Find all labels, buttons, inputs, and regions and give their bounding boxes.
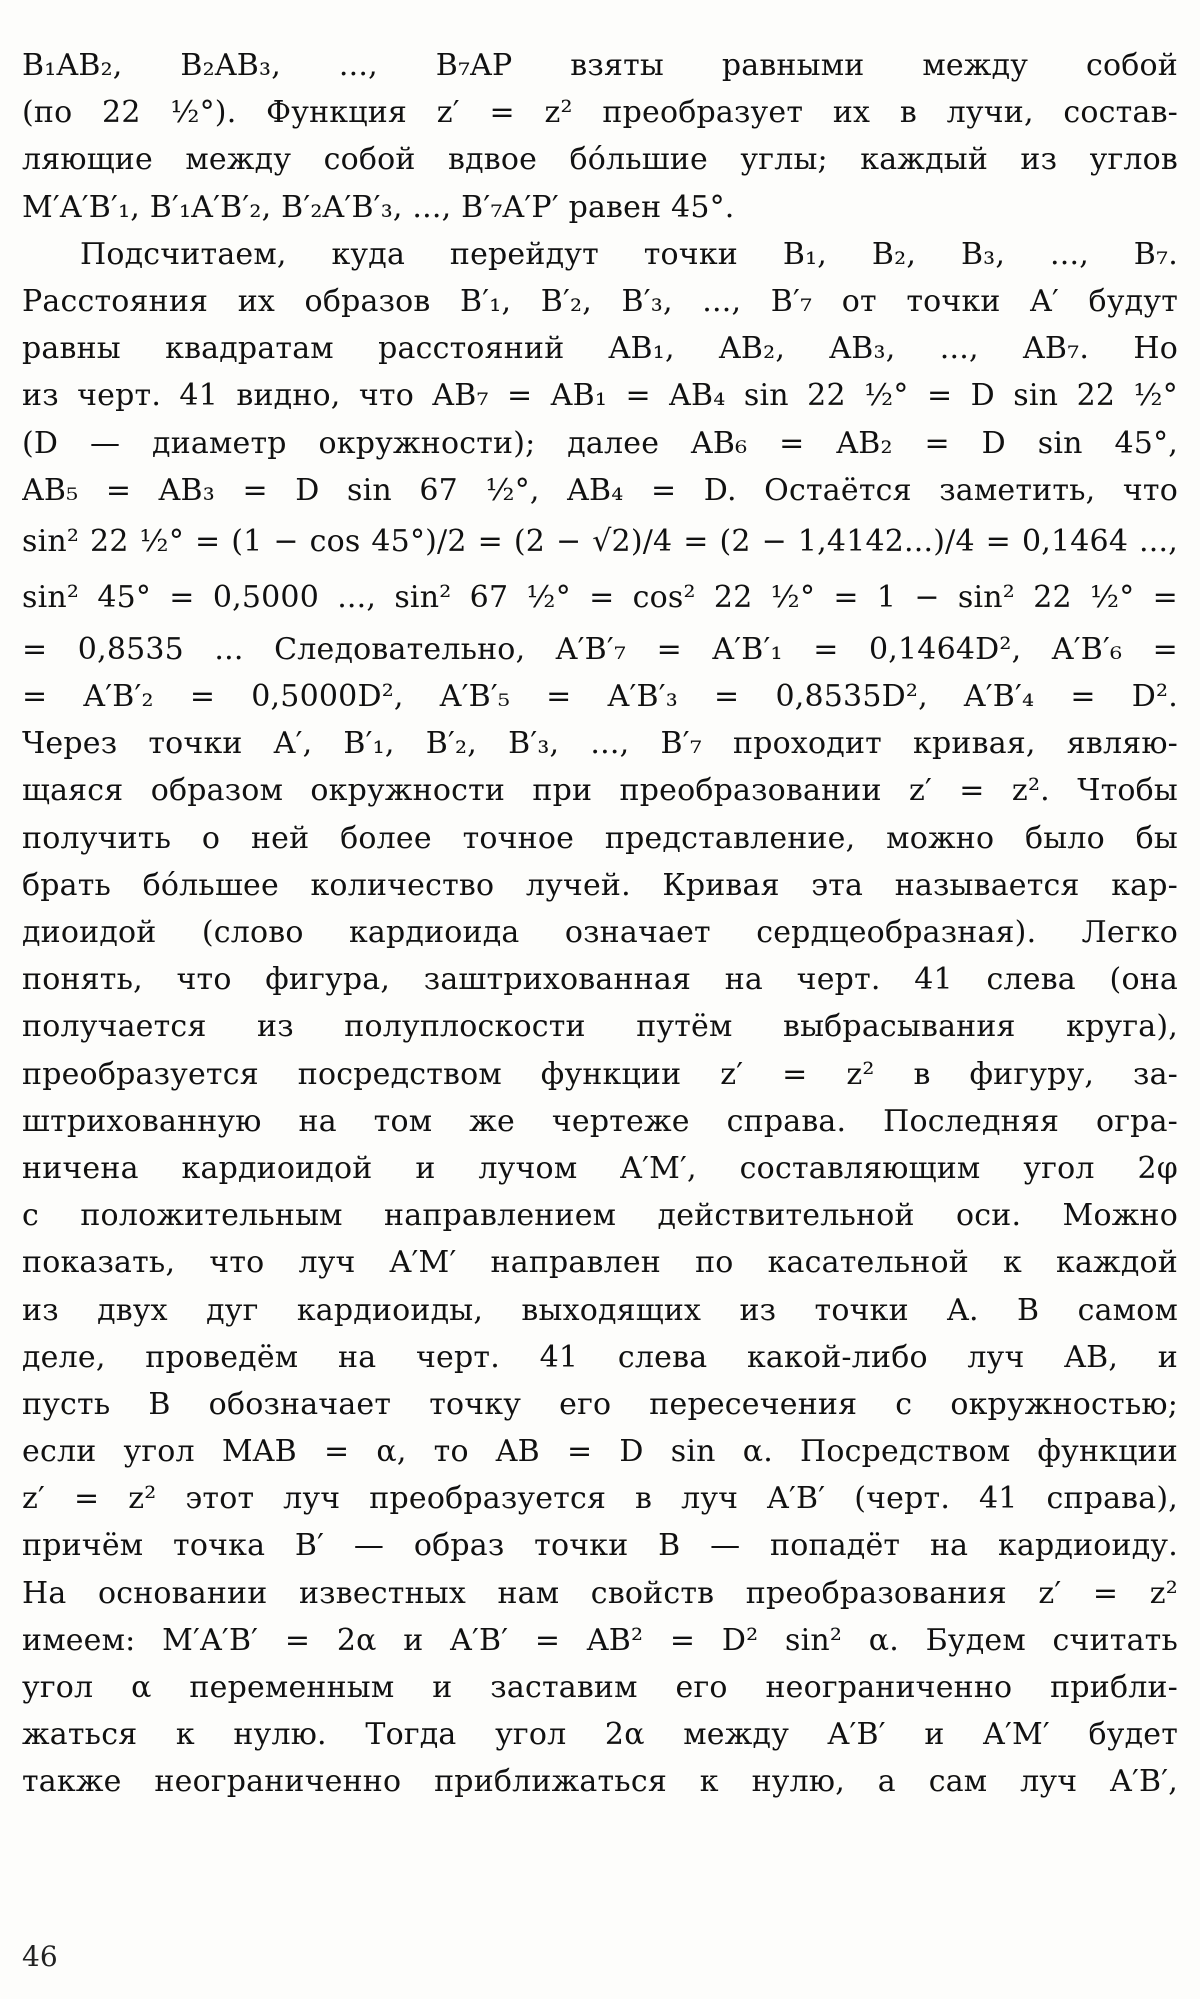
text-line: брать бо́льшее количество лучей. Кривая эта называется кар- [22,867,1178,903]
text-line: получается из полуплоскости путём выбрасывания круга), [22,1009,1178,1045]
text-line: из черт. 41 видно, что AB₇ = AB₁ = AB₄ sin 22 ½° = D sin 22 ½° [22,378,1178,414]
text-line: M′A′B′₁, B′₁A′B′₂, B′₂A′B′₃, ..., B′₇A′P′ равен 45°. [22,189,735,225]
text-line: Расстояния их образов B′₁, B′₂, B′₃, ..., B′₇ от точки A′ будут [22,283,1178,319]
text-line: (D — диаметр окружности); далее AB₆ = AB₂ = D sin 45°, [22,425,1178,461]
text-line: показать, что луч A′M′ направлен по касательной к каждой [22,1245,1178,1281]
text-line: диоидой (слово кардиоида означает сердцеобразная). Легко [22,915,1178,950]
text-line: (по 22 ½°). Функция z′ = z² преобразует их в лучи, состав- [22,95,1178,131]
formula-line: sin² 22 ½° = (1 − cos 45°)/2 = (2 − √2)/4 = (2 − 1,4142...)/4 = 0,1464 ..., [22,523,1178,559]
text-line: если угол MAB = α, то AB = D sin α. Посредством функции [22,1434,1178,1470]
text-line: ничена кардиоидой и лучом A′M′, составляющим угол 2φ [22,1150,1178,1186]
text-line: из двух дуг кардиоиды, выходящих из точки A. В самом [22,1292,1178,1328]
text-line: с положительным направлением действительной оси. Можно [22,1198,1178,1234]
text-line: = A′B′₂ = 0,5000D², A′B′₅ = A′B′₃ = 0,8535D², A′B′₄ = D². [22,679,1178,715]
text-line: штрихованную на том же чертеже справа. Последняя огра- [22,1103,1178,1139]
text-line: B₁AB₂, B₂AB₃, ..., B₇AP взяты равными между собой [22,48,1178,83]
text-line: имеем: M′A′B′ = 2α и A′B′ = AB² = D² sin² α. Будем считать [22,1622,1178,1658]
text-line: причём точка B′ — образ точки B — попадёт на кардиоиду. [22,1528,1178,1564]
formula-line: sin² 45° = 0,5000 ..., sin² 67 ½° = cos² 22 ½° = 1 − sin² 22 ½° = [22,579,1178,615]
text-line: щаяся образом окружности при преобразовании z′ = z². Чтобы [22,773,1178,809]
text-line: AB₅ = AB₃ = D sin 67 ½°, AB₄ = D. Остаётся заметить, что [22,472,1178,508]
text-line: понять, что фигура, заштрихованная на черт. 41 слева (она [22,962,1178,998]
text-line: также неограниченно приближаться к нулю, а сам луч A′B′, [22,1764,1178,1800]
page-text [22,42,1178,1806]
text-line: угол α переменным и заставим его неограниченно прибли- [22,1670,1178,1705]
text-line: пусть B обозначает точку его пересечения с окружностью; [22,1386,1178,1422]
text-line: z′ = z² этот луч преобразуется в луч A′B′ (черт. 41 справа), [22,1481,1178,1517]
text-line: Подсчитаем, куда перейдут точки B₁, B₂, B₃, ..., B₇. [80,236,1178,272]
text-line: получить о ней более точное представление, можно было бы [22,820,1178,856]
text-line: деле, проведём на черт. 41 слева какой-либо луч AB, и [22,1339,1178,1375]
text-line: равны квадратам расстояний AB₁, AB₂, AB₃, ..., AB₇. Но [22,331,1178,367]
text-line: На основании известных нам свойств преобразования z′ = z² [22,1575,1178,1611]
text-line: = 0,8535 ... Следовательно, A′B′₇ = A′B′₁ = 0,1464D², A′B′₆ = [22,631,1178,667]
text-line: Через точки A′, B′₁, B′₂, B′₃, ..., B′₇ проходит кривая, являю- [22,726,1178,762]
text-line: жаться к нулю. Тогда угол 2α между A′B′ и A′M′ будет [22,1717,1178,1753]
page-number: 46 [22,1940,58,1973]
text-line: ляющие между собой вдвое бо́льшие углы; каждый из углов [22,142,1178,178]
text-line: преобразуется посредством функции z′ = z² в фигуру, за- [22,1056,1178,1092]
